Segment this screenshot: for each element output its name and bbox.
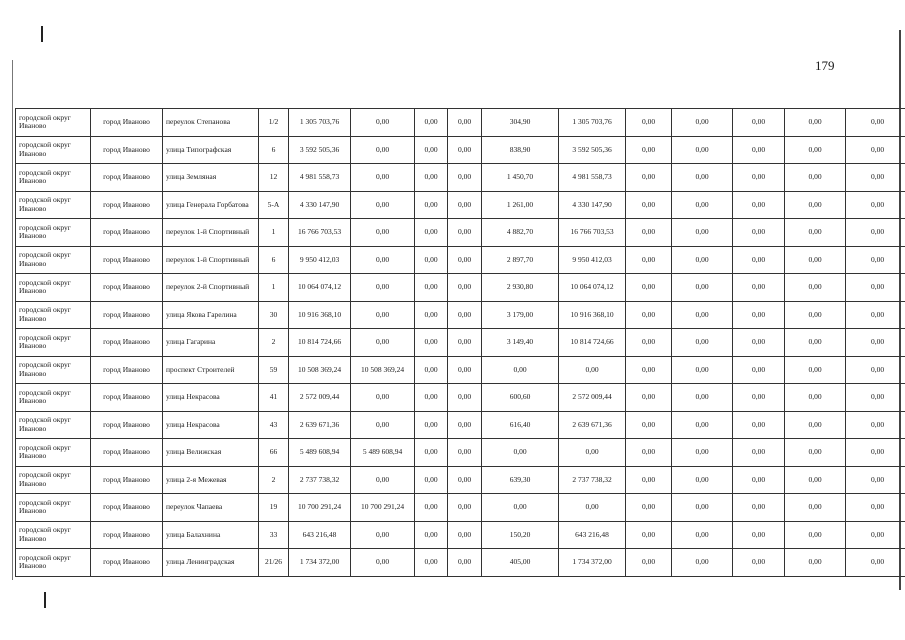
cell-value-2: 0,00: [351, 219, 415, 247]
scan-mark-top: [41, 26, 43, 42]
cell-value-3: 0,00: [415, 164, 448, 192]
cell-value-2: 0,00: [351, 301, 415, 329]
cell-city: город Иваново: [91, 136, 163, 164]
table-row: [16, 301, 905, 329]
cell-value-10: 0,00: [785, 274, 846, 302]
cell-value-9: 0,00: [733, 219, 785, 247]
cell-city: город Иваново: [91, 274, 163, 302]
cell-house: 19: [259, 494, 289, 522]
cell-house: 5-А: [259, 191, 289, 219]
cell-value-2: 0,00: [351, 329, 415, 357]
cell-street: улица Типографская: [163, 136, 259, 164]
cell-street: улица Некрасова: [163, 384, 259, 412]
cell-value-6: 0,00: [559, 439, 626, 467]
cell-district: городской округ Иваново: [16, 384, 91, 412]
cell-area: 639,30: [482, 466, 559, 494]
cell-value-2: 0,00: [351, 191, 415, 219]
cell-value-10: 0,00: [785, 521, 846, 549]
cell-district: городской округ Иваново: [16, 219, 91, 247]
cell-value-3: 0,00: [415, 191, 448, 219]
house-registry-table: [15, 108, 905, 577]
cell-street: переулок 1-й Спортивный: [163, 246, 259, 274]
cell-value-11: 0,00: [846, 246, 905, 274]
cell-value-2: 0,00: [351, 466, 415, 494]
cell-value-4: 0,00: [448, 494, 482, 522]
cell-value-10: 0,00: [785, 356, 846, 384]
cell-value-6: 0,00: [559, 356, 626, 384]
cell-total-cost: 4 330 147,90: [289, 191, 351, 219]
cell-value-3: 0,00: [415, 246, 448, 274]
cell-total-cost: 2 737 738,32: [289, 466, 351, 494]
cell-value-3: 0,00: [415, 274, 448, 302]
cell-value-8: 0,00: [672, 301, 733, 329]
cell-value-6: 3 592 505,36: [559, 136, 626, 164]
cell-district: городской округ Иваново: [16, 164, 91, 192]
cell-house: 33: [259, 521, 289, 549]
cell-value-11: 0,00: [846, 274, 905, 302]
cell-value-11: 0,00: [846, 411, 905, 439]
cell-value-2: 0,00: [351, 549, 415, 577]
cell-city: город Иваново: [91, 521, 163, 549]
cell-area: 0,00: [482, 439, 559, 467]
table-row: [16, 549, 905, 577]
cell-value-10: 0,00: [785, 549, 846, 577]
cell-value-8: 0,00: [672, 164, 733, 192]
cell-street: переулок Степанова: [163, 109, 259, 137]
cell-city: город Иваново: [91, 109, 163, 137]
cell-value-11: 0,00: [846, 466, 905, 494]
cell-house: 59: [259, 356, 289, 384]
cell-value-10: 0,00: [785, 246, 846, 274]
cell-value-3: 0,00: [415, 411, 448, 439]
cell-value-4: 0,00: [448, 191, 482, 219]
cell-value-2: 5 489 608,94: [351, 439, 415, 467]
cell-value-11: 0,00: [846, 494, 905, 522]
cell-street: проспект Строителей: [163, 356, 259, 384]
cell-city: город Иваново: [91, 549, 163, 577]
cell-value-11: 0,00: [846, 549, 905, 577]
cell-value-8: 0,00: [672, 274, 733, 302]
cell-value-10: 0,00: [785, 164, 846, 192]
cell-value-11: 0,00: [846, 301, 905, 329]
cell-value-10: 0,00: [785, 219, 846, 247]
cell-house: 66: [259, 439, 289, 467]
cell-total-cost: 10 508 369,24: [289, 356, 351, 384]
cell-value-4: 0,00: [448, 411, 482, 439]
cell-value-3: 0,00: [415, 384, 448, 412]
cell-street: улица Земляная: [163, 164, 259, 192]
cell-value-9: 0,00: [733, 301, 785, 329]
cell-area: 304,90: [482, 109, 559, 137]
cell-area: 405,00: [482, 549, 559, 577]
cell-district: городской округ Иваново: [16, 274, 91, 302]
cell-total-cost: 3 592 505,36: [289, 136, 351, 164]
cell-value-2: 0,00: [351, 384, 415, 412]
cell-area: 616,40: [482, 411, 559, 439]
cell-value-3: 0,00: [415, 521, 448, 549]
table-row: [16, 521, 905, 549]
cell-total-cost: 2 572 009,44: [289, 384, 351, 412]
cell-district: городской округ Иваново: [16, 356, 91, 384]
cell-value-6: 10 916 368,10: [559, 301, 626, 329]
cell-value-8: 0,00: [672, 549, 733, 577]
cell-value-8: 0,00: [672, 136, 733, 164]
cell-value-6: 10 064 074,12: [559, 274, 626, 302]
cell-area: 0,00: [482, 494, 559, 522]
table-row: [16, 356, 905, 384]
cell-value-4: 0,00: [448, 164, 482, 192]
cell-value-3: 0,00: [415, 494, 448, 522]
cell-total-cost: 10 064 074,12: [289, 274, 351, 302]
table-row: [16, 411, 905, 439]
cell-value-7: 0,00: [626, 494, 672, 522]
scan-mark-left-edge: [12, 60, 13, 580]
cell-value-6: 4 330 147,90: [559, 191, 626, 219]
cell-street: улица Гагарина: [163, 329, 259, 357]
cell-city: город Иваново: [91, 356, 163, 384]
cell-city: город Иваново: [91, 164, 163, 192]
cell-area: 600,60: [482, 384, 559, 412]
cell-value-8: 0,00: [672, 384, 733, 412]
cell-value-7: 0,00: [626, 164, 672, 192]
cell-value-7: 0,00: [626, 329, 672, 357]
cell-district: городской округ Иваново: [16, 191, 91, 219]
cell-city: город Иваново: [91, 411, 163, 439]
cell-value-8: 0,00: [672, 439, 733, 467]
cell-value-3: 0,00: [415, 439, 448, 467]
cell-value-4: 0,00: [448, 549, 482, 577]
cell-district: городской округ Иваново: [16, 494, 91, 522]
cell-value-4: 0,00: [448, 329, 482, 357]
cell-value-2: 10 700 291,24: [351, 494, 415, 522]
cell-value-4: 0,00: [448, 136, 482, 164]
cell-district: городской округ Иваново: [16, 329, 91, 357]
cell-value-10: 0,00: [785, 109, 846, 137]
cell-value-8: 0,00: [672, 466, 733, 494]
cell-value-6: 643 216,48: [559, 521, 626, 549]
cell-value-6: 2 639 671,36: [559, 411, 626, 439]
cell-district: городской округ Иваново: [16, 411, 91, 439]
cell-total-cost: 16 766 703,53: [289, 219, 351, 247]
cell-area: 2 930,80: [482, 274, 559, 302]
cell-value-4: 0,00: [448, 384, 482, 412]
cell-value-8: 0,00: [672, 521, 733, 549]
cell-value-4: 0,00: [448, 356, 482, 384]
cell-area: 3 179,00: [482, 301, 559, 329]
cell-street: улица Велижская: [163, 439, 259, 467]
cell-value-7: 0,00: [626, 274, 672, 302]
cell-house: 30: [259, 301, 289, 329]
cell-value-6: 9 950 412,03: [559, 246, 626, 274]
cell-house: 41: [259, 384, 289, 412]
cell-total-cost: 10 814 724,66: [289, 329, 351, 357]
cell-value-6: 10 814 724,66: [559, 329, 626, 357]
cell-house: 6: [259, 136, 289, 164]
cell-value-3: 0,00: [415, 109, 448, 137]
cell-district: городской округ Иваново: [16, 109, 91, 137]
table-row: [16, 329, 905, 357]
table-row: [16, 274, 905, 302]
cell-value-4: 0,00: [448, 466, 482, 494]
table-row: [16, 246, 905, 274]
cell-street: переулок Чапаева: [163, 494, 259, 522]
cell-district: городской округ Иваново: [16, 246, 91, 274]
cell-value-10: 0,00: [785, 384, 846, 412]
cell-value-9: 0,00: [733, 329, 785, 357]
cell-area: 0,00: [482, 356, 559, 384]
cell-value-7: 0,00: [626, 301, 672, 329]
cell-value-9: 0,00: [733, 356, 785, 384]
cell-value-4: 0,00: [448, 219, 482, 247]
cell-value-7: 0,00: [626, 136, 672, 164]
cell-value-9: 0,00: [733, 411, 785, 439]
cell-value-7: 0,00: [626, 466, 672, 494]
cell-value-11: 0,00: [846, 164, 905, 192]
cell-value-7: 0,00: [626, 521, 672, 549]
cell-street: переулок 1-й Спортивный: [163, 219, 259, 247]
cell-house: 12: [259, 164, 289, 192]
cell-total-cost: 10 700 291,24: [289, 494, 351, 522]
cell-value-11: 0,00: [846, 384, 905, 412]
cell-value-9: 0,00: [733, 466, 785, 494]
cell-value-11: 0,00: [846, 439, 905, 467]
cell-house: 1: [259, 274, 289, 302]
cell-house: 6: [259, 246, 289, 274]
table-row: [16, 439, 905, 467]
cell-district: городской округ Иваново: [16, 521, 91, 549]
cell-street: улица Ленинградская: [163, 549, 259, 577]
cell-value-7: 0,00: [626, 246, 672, 274]
cell-value-9: 0,00: [733, 439, 785, 467]
cell-value-3: 0,00: [415, 549, 448, 577]
cell-value-3: 0,00: [415, 356, 448, 384]
cell-total-cost: 1 305 703,76: [289, 109, 351, 137]
cell-area: 3 149,40: [482, 329, 559, 357]
cell-value-7: 0,00: [626, 109, 672, 137]
cell-value-9: 0,00: [733, 109, 785, 137]
cell-house: 21/26: [259, 549, 289, 577]
cell-value-8: 0,00: [672, 411, 733, 439]
cell-value-9: 0,00: [733, 494, 785, 522]
table-row: [16, 164, 905, 192]
cell-value-4: 0,00: [448, 246, 482, 274]
cell-value-2: 0,00: [351, 246, 415, 274]
cell-area: 838,90: [482, 136, 559, 164]
cell-value-3: 0,00: [415, 136, 448, 164]
cell-city: город Иваново: [91, 191, 163, 219]
cell-value-2: 0,00: [351, 109, 415, 137]
cell-value-2: 0,00: [351, 136, 415, 164]
cell-total-cost: 2 639 671,36: [289, 411, 351, 439]
cell-value-6: 0,00: [559, 494, 626, 522]
cell-value-9: 0,00: [733, 521, 785, 549]
cell-value-6: 2 572 009,44: [559, 384, 626, 412]
cell-value-10: 0,00: [785, 439, 846, 467]
cell-district: городской округ Иваново: [16, 136, 91, 164]
cell-total-cost: 4 981 558,73: [289, 164, 351, 192]
cell-district: городской округ Иваново: [16, 301, 91, 329]
cell-value-7: 0,00: [626, 219, 672, 247]
cell-area: 4 882,70: [482, 219, 559, 247]
cell-value-9: 0,00: [733, 164, 785, 192]
cell-value-9: 0,00: [733, 274, 785, 302]
cell-value-11: 0,00: [846, 109, 905, 137]
cell-house: 2: [259, 329, 289, 357]
table-row: [16, 466, 905, 494]
cell-city: город Иваново: [91, 439, 163, 467]
cell-value-10: 0,00: [785, 136, 846, 164]
cell-value-8: 0,00: [672, 246, 733, 274]
cell-city: город Иваново: [91, 329, 163, 357]
cell-value-4: 0,00: [448, 109, 482, 137]
cell-street: улица 2-я Межевая: [163, 466, 259, 494]
cell-value-9: 0,00: [733, 246, 785, 274]
cell-value-9: 0,00: [733, 549, 785, 577]
cell-value-10: 0,00: [785, 191, 846, 219]
table-row: [16, 136, 905, 164]
cell-street: улица Якова Гарелина: [163, 301, 259, 329]
cell-area: 1 261,00: [482, 191, 559, 219]
cell-house: 1/2: [259, 109, 289, 137]
cell-street: улица Генерала Горбатова: [163, 191, 259, 219]
cell-district: городской округ Иваново: [16, 466, 91, 494]
cell-value-6: 2 737 738,32: [559, 466, 626, 494]
cell-value-2: 0,00: [351, 164, 415, 192]
cell-value-11: 0,00: [846, 521, 905, 549]
cell-value-6: 4 981 558,73: [559, 164, 626, 192]
cell-value-3: 0,00: [415, 329, 448, 357]
cell-value-11: 0,00: [846, 356, 905, 384]
table-row: [16, 219, 905, 247]
cell-value-4: 0,00: [448, 439, 482, 467]
cell-city: город Иваново: [91, 219, 163, 247]
cell-district: городской округ Иваново: [16, 549, 91, 577]
cell-house: 1: [259, 219, 289, 247]
cell-value-8: 0,00: [672, 356, 733, 384]
cell-value-7: 0,00: [626, 549, 672, 577]
cell-value-4: 0,00: [448, 521, 482, 549]
cell-value-2: 10 508 369,24: [351, 356, 415, 384]
cell-value-10: 0,00: [785, 329, 846, 357]
cell-total-cost: 643 216,48: [289, 521, 351, 549]
cell-street: улица Балахнина: [163, 521, 259, 549]
table-row: [16, 109, 905, 137]
cell-value-8: 0,00: [672, 329, 733, 357]
cell-value-8: 0,00: [672, 219, 733, 247]
cell-street: переулок 2-й Спортивный: [163, 274, 259, 302]
cell-value-3: 0,00: [415, 466, 448, 494]
table-row: [16, 494, 905, 522]
cell-value-9: 0,00: [733, 384, 785, 412]
cell-value-2: 0,00: [351, 274, 415, 302]
cell-value-6: 1 305 703,76: [559, 109, 626, 137]
cell-house: 43: [259, 411, 289, 439]
cell-value-4: 0,00: [448, 301, 482, 329]
cell-value-8: 0,00: [672, 191, 733, 219]
cell-value-2: 0,00: [351, 411, 415, 439]
cell-total-cost: 9 950 412,03: [289, 246, 351, 274]
cell-value-7: 0,00: [626, 356, 672, 384]
cell-value-7: 0,00: [626, 191, 672, 219]
cell-value-10: 0,00: [785, 301, 846, 329]
cell-value-3: 0,00: [415, 301, 448, 329]
cell-district: городской округ Иваново: [16, 439, 91, 467]
cell-value-10: 0,00: [785, 466, 846, 494]
cell-value-11: 0,00: [846, 191, 905, 219]
cell-value-10: 0,00: [785, 411, 846, 439]
cell-area: 150,20: [482, 521, 559, 549]
cell-value-6: 1 734 372,00: [559, 549, 626, 577]
cell-city: город Иваново: [91, 384, 163, 412]
cell-total-cost: 10 916 368,10: [289, 301, 351, 329]
cell-value-7: 0,00: [626, 411, 672, 439]
cell-value-4: 0,00: [448, 274, 482, 302]
cell-value-3: 0,00: [415, 219, 448, 247]
cell-city: город Иваново: [91, 494, 163, 522]
cell-value-7: 0,00: [626, 439, 672, 467]
cell-value-2: 0,00: [351, 521, 415, 549]
table-row: [16, 191, 905, 219]
cell-value-8: 0,00: [672, 494, 733, 522]
cell-total-cost: 5 489 608,94: [289, 439, 351, 467]
cell-area: 1 450,70: [482, 164, 559, 192]
cell-value-6: 16 766 703,53: [559, 219, 626, 247]
cell-value-9: 0,00: [733, 136, 785, 164]
scan-mark-bottom: [44, 592, 46, 608]
cell-area: 2 897,70: [482, 246, 559, 274]
cell-house: 2: [259, 466, 289, 494]
cell-street: улица Некрасова: [163, 411, 259, 439]
cell-value-7: 0,00: [626, 384, 672, 412]
cell-value-11: 0,00: [846, 329, 905, 357]
cell-value-8: 0,00: [672, 109, 733, 137]
page-number: 179: [815, 58, 835, 73]
cell-city: город Иваново: [91, 301, 163, 329]
cell-city: город Иваново: [91, 246, 163, 274]
cell-value-9: 0,00: [733, 191, 785, 219]
table-body: [16, 109, 905, 577]
cell-city: город Иваново: [91, 466, 163, 494]
cell-total-cost: 1 734 372,00: [289, 549, 351, 577]
cell-value-11: 0,00: [846, 219, 905, 247]
cell-value-11: 0,00: [846, 136, 905, 164]
table-row: [16, 384, 905, 412]
cell-value-10: 0,00: [785, 494, 846, 522]
